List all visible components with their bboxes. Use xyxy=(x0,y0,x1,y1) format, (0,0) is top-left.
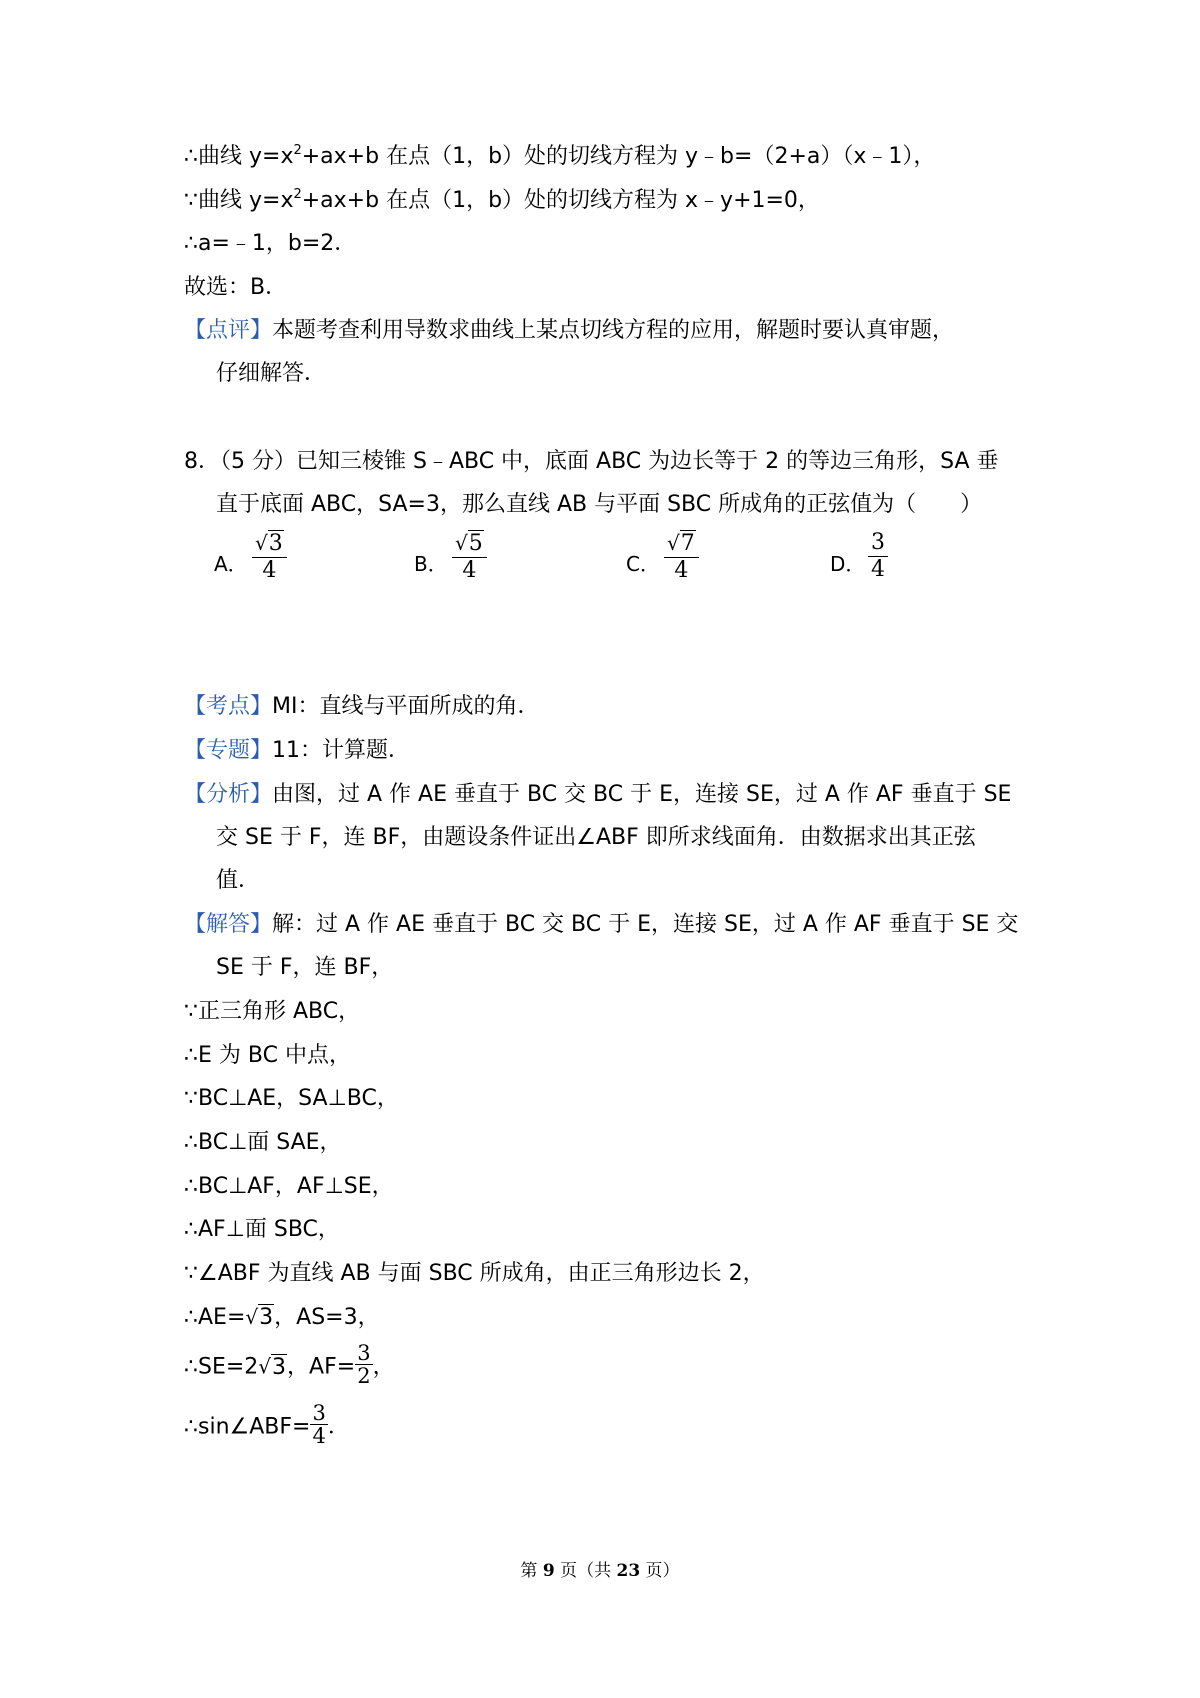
q8-line-1: 8．（5 分）已知三棱锥 S﹣ABC 中，底面 ABC 为边长等于 2 的等边三角形，SA 垂 xyxy=(184,449,999,474)
step-6: ∴AF⊥面 SBC， xyxy=(184,1217,340,1242)
option-d-fraction: $\frac{3}{4}$ xyxy=(868,530,888,583)
kaodian-line: 【考点】MI：直线与平面所成的角． xyxy=(184,694,540,719)
sol7-line-3: ∴a=﹣1，b=2． xyxy=(184,231,357,256)
kaodian-tag: 【考点】 xyxy=(184,694,273,719)
sol7-line-2: ∵曲线 $y=x^2+ax+b$ 在点（1，b）处的切线方程为 x﹣y+1=0， xyxy=(184,187,820,213)
zhuanti-tag: 【专题】 xyxy=(184,738,273,763)
step-7: ∵∠ABF 为直线 AB 与面 SBC 所成角，由正三角形边长 2， xyxy=(184,1261,765,1286)
af-fraction: $\frac{3}{2}$ xyxy=(357,1341,371,1388)
comment-line-2: 仔细解答． xyxy=(216,361,327,386)
option-c-fraction: $\frac{√7}{4}$ xyxy=(664,530,699,584)
sol7-answer: 故选：B． xyxy=(184,275,288,300)
fenxi-line-3: 值． xyxy=(216,868,261,893)
jieda-tag: 【解答】 xyxy=(184,912,273,937)
jieda-line-2: SE 于 F，连 BF， xyxy=(216,955,394,980)
q8-line-2: 直于底面 ABC，SA=3，那么直线 AB 与平面 SBC 所成角的正弦值为（ ） xyxy=(216,492,983,517)
step-1: ∵正三角形 ABC， xyxy=(184,999,361,1024)
zhuanti-line: 【专题】11：计算题． xyxy=(184,738,411,763)
sol7-line-1: ∴曲线 $y=x^2+ax+b$ 在点（1，b）处的切线方程为 y﹣b=（2+a）（x﹣1）， xyxy=(184,143,936,169)
step-10: ∴sin∠ABF= $\frac{3}{4}$ ． xyxy=(184,1401,350,1448)
jieda-line-1: 【解答】解：过 A 作 AE 垂直于 BC 交 BC 于 E，连接 SE，过 A 作 AF 垂直于 SE 交 xyxy=(184,912,1019,937)
step-3: ∵BC⊥AE，SA⊥BC， xyxy=(184,1086,399,1111)
page-footer: 第 9 页（共 23 页） xyxy=(520,1561,680,1581)
comment-tag: 【点评】 xyxy=(184,318,273,343)
page-total: 23 xyxy=(616,1561,641,1581)
step-4: ∴BC⊥面 SAE， xyxy=(184,1130,342,1155)
page-number: 9 xyxy=(542,1561,555,1581)
sin-fraction: $\frac{3}{4}$ xyxy=(312,1401,326,1448)
step-8: ∴AE=√3，AS=3， xyxy=(184,1305,380,1330)
fenxi-line-2: 交 SE 于 F，连 BF，由题设条件证出∠ABF 即所求线面角．由数据求出其正弦 xyxy=(216,825,976,850)
step-2: ∴E 为 BC 中点， xyxy=(184,1043,351,1068)
fenxi-line-1: 【分析】由图，过 A 作 AE 垂直于 BC 交 BC 于 E，连接 SE，过 A 作 AF 垂直于 SE xyxy=(184,782,1012,807)
option-b-fraction: $\frac{√5}{4}$ xyxy=(452,530,487,584)
option-a-fraction: $\frac{√3}{4}$ xyxy=(252,530,287,584)
comment-line-1: 【点评】本题考查利用导数求曲线上某点切线方程的应用，解题时要认真审题， xyxy=(184,318,955,343)
step-9: ∴SE=2√3，AF= $\frac{3}{2}$ ， xyxy=(184,1341,395,1388)
fenxi-tag: 【分析】 xyxy=(184,782,273,807)
step-5: ∴BC⊥AF，AF⊥SE， xyxy=(184,1174,394,1199)
